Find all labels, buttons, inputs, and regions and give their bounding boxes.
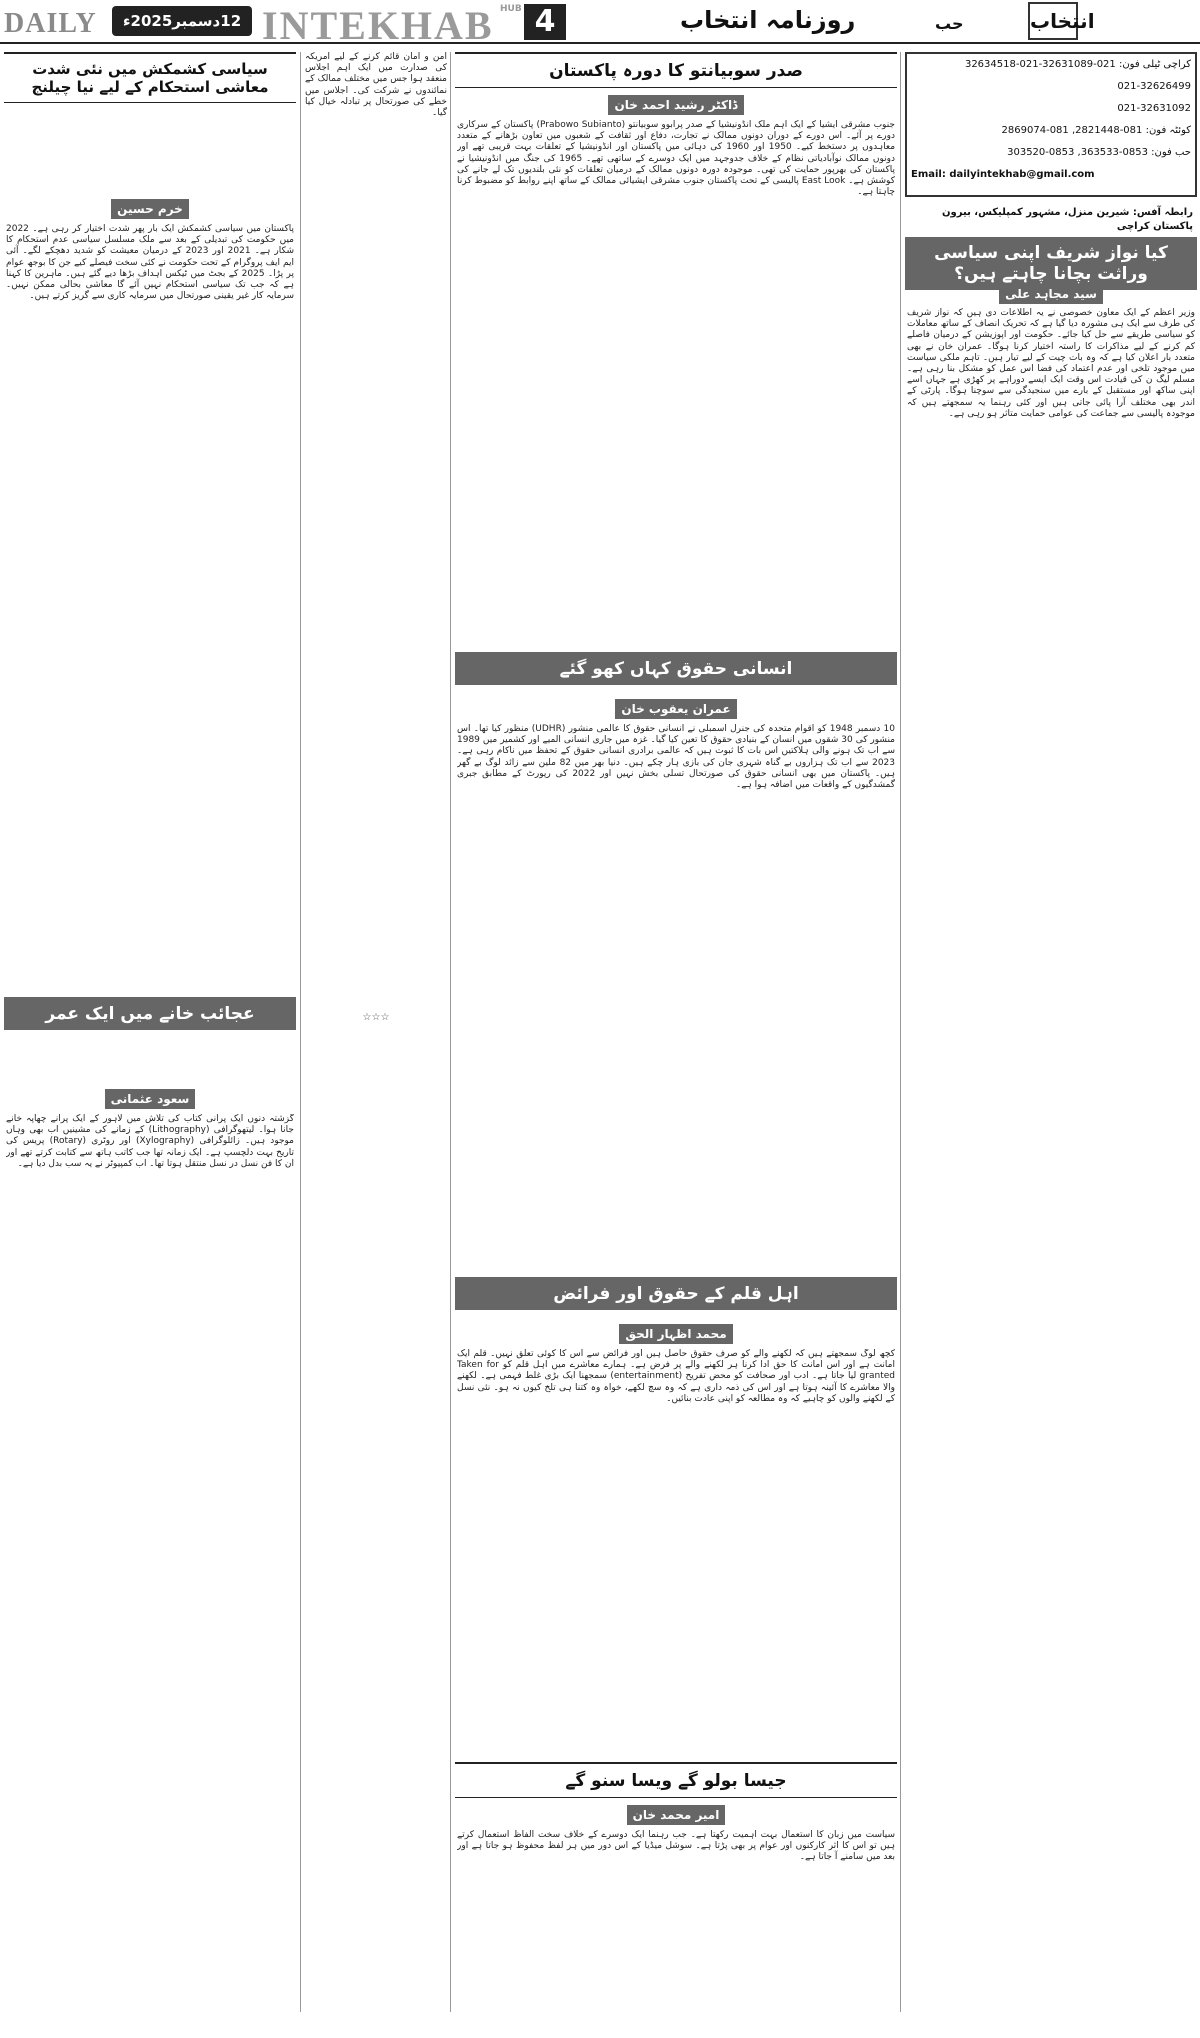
article-2-author: ڈاکٹر رشید احمد خان (608, 95, 743, 115)
column-center-right (450, 52, 900, 2012)
article-3-byline-wrap (451, 692, 901, 725)
article-4-title: اہل قلم کے حقوق اور فرائض (455, 1277, 897, 1310)
article-1-title: کیا نواز شریف اپنی سیاسی وراثت بچانا چاہتے ہیں؟ (905, 237, 1197, 290)
article-3-author: عمران یعقوب خان (615, 699, 736, 719)
article-5-title: جیسا بولو گے ویسا سنو گے (455, 1762, 897, 1798)
column-center-left (300, 52, 450, 2012)
article-2-byline-wrap (451, 88, 901, 121)
phone-quetta: کوئٹہ فون: 081-2821448, 081-2869074 (1001, 125, 1191, 136)
hub-label: HUB (500, 4, 522, 14)
article-3-title: انسانی حقوق کہاں کھو گئے (455, 652, 897, 685)
article-2-title: صدر سوبیانتو کا دورہ پاکستان (455, 52, 897, 88)
phone-secondary: 021-32631092 (1117, 103, 1191, 114)
page-number: 4 (524, 4, 566, 40)
article-5-body: سیاست میں زبان کا استعمال بہت اہمیت رکھتا ہے۔ جب رہنما ایک دوسرے کے خلاف سخت الفاظ استعمال کرتے ہیں تو اس کا اثر کارکنوں اور عوام پر بھی پڑتا ہے۔ سوشل میڈیا کے اس دور میں ہر لفظ محفوظ ہو جاتا ہے اور بعد میں سامنے آ جاتا ہے۔ (457, 1830, 895, 1863)
issue-date: 12دسمبر2025ء (112, 6, 252, 36)
article-6-byline-wrap (0, 192, 300, 225)
article-7-title: عجائب خانے میں ایک عمر (4, 997, 296, 1030)
separator-stars: ☆☆☆ (362, 1012, 390, 1023)
article-1-author: سید مجاہد علی (999, 284, 1103, 304)
newspaper-logo: انتخاب (1028, 2, 1078, 40)
city-name: حب (935, 14, 964, 33)
article-6-title: سیاسی کشمکش میں نئی شدت معاشی استحکام کے لیے نیا چیلنج (4, 52, 296, 103)
article-1-byline-wrap (901, 277, 1200, 310)
column-left (0, 52, 300, 2012)
article-5-byline-wrap (451, 1798, 901, 1831)
article-8-body: امن و امان قائم کرنے کے لیے امریکہ کی صدارت میں ایک اہم اجلاس منعقد ہوا جس میں مختلف ممالک کے نمائندوں نے شرکت کی۔ اجلاس میں خطے کی صورتحال پر تبادلہ خیال کیا گیا۔ (305, 52, 447, 119)
email-address: Email: dailyintekhab@gmail.com (911, 169, 1095, 180)
masthead (0, 0, 1200, 48)
article-6-author: خرم حسین (111, 199, 189, 219)
article-6-body: پاکستان میں سیاسی کشمکش ایک بار پھر شدت اختیار کر رہی ہے۔ 2022 میں حکومت کی تبدیلی کے بعد سے ملک مسلسل سیاسی عدم استحکام کا شکار ہے۔ 2021 اور 2023 کے درمیان معیشت کو شدید دھچکے لگے۔ آئی ایم ایف پروگرام کے تحت حکومت نے کئی سخت فیصلے کیے جن کا بوجھ عوام پر پڑا۔ 2025 کے بجٹ میں ٹیکس اہداف بڑھا دیے گئے ہیں۔ ماہرین کا کہنا ہے کہ جب تک سیاسی استحکام نہیں آئے گا معاشی بحالی ممکن نہیں۔ سرمایہ کار غیر یقینی صورتحال میں سرمایہ کاری سے گریز کرتے ہیں۔ (6, 224, 294, 302)
column-right (900, 52, 1200, 2012)
daily-label: DAILY (4, 8, 97, 39)
contact-info-box (905, 52, 1197, 197)
article-7-byline-wrap (0, 1082, 300, 1115)
urdu-masthead-title: روزنامہ انتخاب (680, 6, 856, 34)
phone-karachi: کراچی ٹیلی فون: 021-32631089-021-32634518 (964, 59, 1191, 70)
office-address: رابطہ آفس: شیرین منزل، مشہور کمپلیکس، بیرون پاکستان کراچی (905, 202, 1197, 239)
article-2-body: جنوب مشرقی ایشیا کے ایک اہم ملک انڈونیشیا کے صدر پرابوو سوبیانتو (Prabowo Subianto) پاکستان کے سرکاری دورے پر آئے۔ اس دورے کے دوران دونوں ممالک نے تجارت، دفاع اور ثقافت کے شعبوں میں تعاون بڑھانے کے متعدد معاہدوں پر دستخط کیے۔ 1950 اور 1960 کی دہائی میں پاکستان اور انڈونیشیا کے تعلقات بہت قریبی تھے اور دونوں ممالک نوآبادیاتی نظام کے خلاف جدوجہد میں ایک دوسرے کے ساتھی تھے۔ 1965 کی جنگ میں انڈونیشیا نے پاکستان کی بھرپور حمایت کی تھی۔ موجودہ دورہ دونوں ممالک کے درمیان تعلقات کو نئی بلندیوں تک لے جانے کی کوشش ہے۔ East Look پالیسی کے تحت پاکستان جنوب مشرقی ایشیائی ممالک کے ساتھ اپنے روابط کو مضبوط کرنا چاہتا ہے۔ (457, 120, 895, 198)
article-7-body: گزشتہ دنوں ایک پرانی کتاب کی تلاش میں لاہور کے ایک پرانے چھاپہ خانے جانا ہوا۔ لیتھوگرافی (Lithography) کے زمانے کی مشینیں اب بھی وہاں موجود ہیں۔ زائلوگرافی (Xylography) اور روٹری (Rotary) پریس کی تاریخ بہت دلچسپ ہے۔ ایک زمانہ تھا جب کاتب ہاتھ سے کتابت کرتے تھے اور ان کا فن نسل در نسل منتقل ہوتا تھا۔ اب کمپیوٹر نے یہ سب بدل دیا ہے۔ (6, 1114, 294, 1169)
article-4-author: محمد اظہار الحق (619, 1324, 732, 1344)
article-4-body: کچھ لوگ سمجھتے ہیں کہ لکھنے والے کو صرف حقوق حاصل ہیں اور فرائض سے اس کا کوئی تعلق نہیں۔ قلم ایک امانت ہے اور اس امانت کا حق ادا کرنا ہر لکھنے والے پر فرض ہے۔ ہمارے معاشرے میں اہل قلم کو Taken for granted لیا جاتا ہے۔ ادب اور صحافت کو محض تفریح (entertainment) سمجھنا ایک بڑی غلط فہمی ہے۔ لکھنے والا معاشرے کا آئینہ ہوتا ہے اور اس کی ذمہ داری ہے کہ وہ سچ لکھے، خواہ وہ کتنا ہی تلخ کیوں نہ ہو۔ نئی نسل کے لکھنے والوں کو چاہیے کہ وہ مطالعہ کو اپنی عادت بنائیں۔ (457, 1349, 895, 1404)
article-1-body: وزیر اعظم کے ایک معاون خصوصی نے یہ اطلاعات دی ہیں کہ نواز شریف کی طرف سے ایک ہی مشورہ دیا گیا ہے کہ تحریک انصاف کے ساتھ معاملات کو سیاسی طریقے سے حل کیا جائے۔ حکومت اور اپوزیشن کے درمیان فاصلے کم کرنے کے لیے مذاکرات کا راستہ اختیار کرنا ہوگا۔ عمران خان نے بھی متعدد بار اعلان کیا ہے کہ وہ بات چیت کے لیے تیار ہیں۔ تاہم ملکی سیاست میں موجود تلخی اور عدم اعتماد کی فضا اس عمل کو مشکل بنا رہی ہے۔ مسلم لیگ ن کی قیادت اس وقت ایک ایسے دوراہے پر کھڑی ہے جہاں اسے اپنی ساکھ اور مستقبل کے بارے میں سنجیدگی سے سوچنا ہوگا۔ پارٹی کے اندر بھی مختلف آرا پائی جاتی ہیں اور کئی رہنما یہ سمجھتے ہیں کہ موجودہ پالیسی سے جماعت کی عوامی حمایت متاثر ہو رہی ہے۔ (907, 308, 1195, 419)
fax-number: 021-32626499 (1117, 81, 1191, 92)
article-4-byline-wrap (451, 1317, 901, 1350)
article-7-author: سعود عثمانی (105, 1089, 196, 1109)
article-5-author: امیر محمد خان (627, 1805, 726, 1825)
phone-hub: حب فون: 0853-363533, 0853-303520 (1007, 147, 1191, 158)
brand-name: INTEKHAB (262, 3, 494, 48)
article-3-body: 10 دسمبر 1948 کو اقوام متحدہ کی جنرل اسمبلی نے انسانی حقوق کا عالمی منشور (UDHR) منظور کیا تھا۔ اس منشور کی 30 شقوں میں انسان کے بنیادی حقوق کا تعین کیا گیا۔ غزہ میں جاری انسانی المیے اور کشمیر میں 1989 سے اب تک ہونے والی ہلاکتیں اس بات کا ثبوت ہیں کہ عالمی برادری انسانی حقوق کے تحفظ میں ناکام رہی ہے۔ 2023 سے اب تک ہزاروں بے گناہ شہری جان کی بازی ہار چکے ہیں۔ دنیا بھر میں 82 ملین سے زائد لوگ بے گھر ہیں۔ پاکستان میں بھی انسانی حقوق کی صورتحال تسلی بخش نہیں اور 2022 کی رپورٹ کے مطابق جبری گمشدگیوں کے واقعات میں اضافہ ہوا ہے۔ (457, 724, 895, 791)
